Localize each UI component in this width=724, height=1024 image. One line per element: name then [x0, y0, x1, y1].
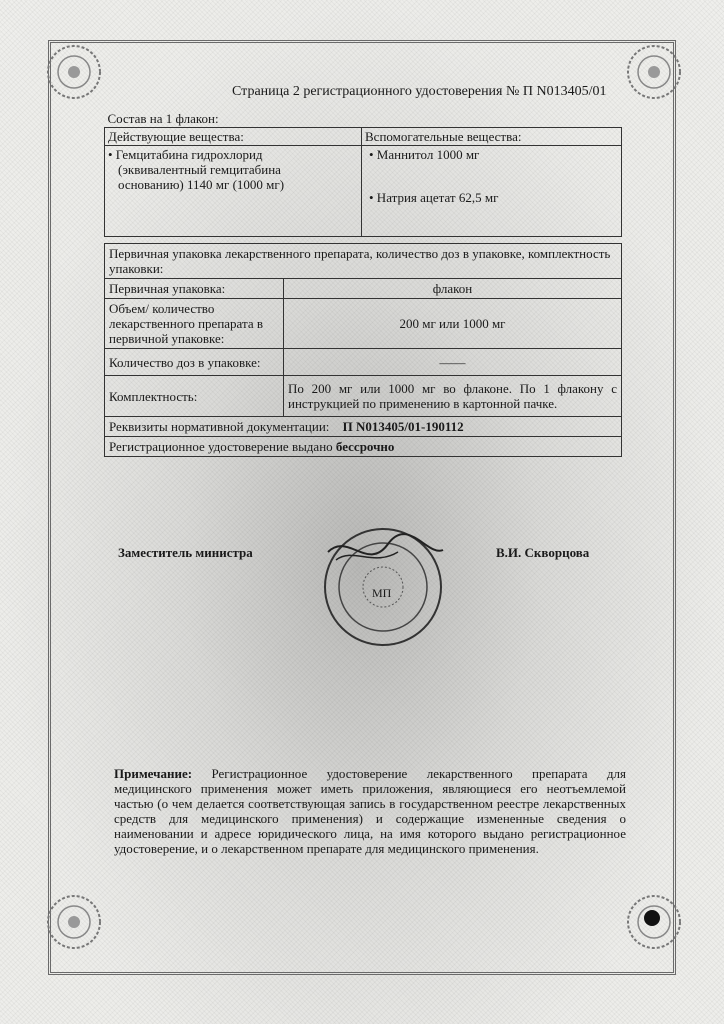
- note-text: Регистрационное удостоверение лекарственного препарата для медицинского применения может иметь приложения, являющиеся его неотъемлемой частью (о чем делается соответствующая запись в государственном реестре лекарственных средств для медицинского применения) и содержащие измененные сведения о наименовании и адресе юридического лица, на имя которого выдано регистрационное удостоверение, и о лекарственном препарате для медицинского применения.: [114, 766, 627, 856]
- volume-value: 200 мг или 1000 мг: [284, 299, 622, 349]
- corner-ornament-icon: [622, 40, 686, 104]
- active-substances-header: Действующие вещества:: [105, 128, 362, 146]
- dose-count-value: ——: [284, 349, 622, 376]
- note-paragraph: [114, 766, 626, 856]
- corner-ornament-icon: [42, 40, 106, 104]
- packaging-label: Первичная упаковка:: [105, 279, 284, 299]
- normative-label: Реквизиты нормативной документации:: [109, 419, 330, 434]
- composition-table: [104, 110, 622, 237]
- excipients-cell: [362, 146, 622, 237]
- stamp-label: МП: [372, 586, 392, 600]
- note-label: Примечание:: [114, 766, 193, 781]
- normative-value: П N013405/01-190112: [342, 419, 464, 434]
- excipient-item: • Маннитол 1000 мг: [369, 147, 480, 162]
- active-item: • Гемцитабина гидрохлорид: [108, 147, 263, 162]
- dose-count-label: Количество доз в упаковке:: [105, 349, 284, 376]
- excipient-item: • Натрия ацетат 62,5 мг: [369, 190, 499, 205]
- signatory-name: В.И. Скворцова: [496, 545, 590, 560]
- packaging-value: флакон: [284, 279, 622, 299]
- active-substances-cell: [105, 146, 362, 237]
- packaging-section-title: Первичная упаковка лекарственного препарата, количество доз в упаковке, комплектность упаковки:: [105, 244, 622, 279]
- volume-label: Объем/ количество лекарственного препарата в первичной упаковке:: [105, 299, 284, 349]
- packaging-table: [104, 243, 622, 457]
- signature-row: [118, 545, 638, 565]
- excipients-header: Вспомогательные вещества:: [362, 128, 622, 146]
- normative-row: [105, 417, 622, 437]
- composition-label: Состав на 1 флакон:: [105, 110, 622, 128]
- validity-value: бессрочно: [335, 439, 395, 454]
- corner-ornament-icon: [622, 890, 686, 954]
- corner-ornament-icon: [42, 890, 106, 954]
- completeness-label: Комплектность:: [105, 376, 284, 417]
- page-header: Страница 2 регистрационного удостоверения № П N013405/01: [232, 84, 607, 99]
- active-item: основанию) 1140 мг (1000 мг): [118, 177, 285, 192]
- signatory-position: Заместитель министра: [118, 545, 253, 560]
- completeness-value: По 200 мг или 1000 мг во флаконе. По 1 флакону с инструкцией по применению в картонной пачке.: [284, 376, 622, 417]
- validity-text: Регистрационное удостоверение выдано: [109, 439, 333, 454]
- validity-row: [105, 437, 622, 457]
- active-item: (эквивалентный гемцитабина: [118, 162, 281, 177]
